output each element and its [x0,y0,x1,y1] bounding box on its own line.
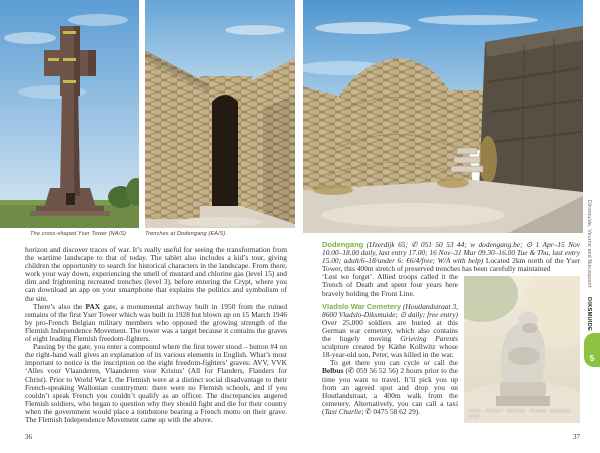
yser-tower-illustration [0,0,139,228]
grieving-parents-italic: Grieving Parents [400,334,458,344]
wrap-zone [322,272,580,420]
pax-bold: PAX [85,301,101,311]
sidebar-section-title: Diksmuide, Veurne and Nieuwpoort [586,200,592,288]
page-left [0,0,295,453]
paragraph-dodengang-lead [322,241,580,273]
photo-caption: The cross-shaped Yser Tower (NA/S) [30,231,127,237]
dodengang-trenches-photo [303,0,583,233]
chapter-number-tab: 5 [584,333,600,367]
photo-caption: Trenches at Dodengang (EA/S) [145,231,226,237]
text-run: Located 2km north of the Yser Tower, this 400m stretch of preserved trenches has been carefully maintained [322,256,580,274]
page-right [295,0,600,453]
trench-doorway-photo [145,0,295,228]
text-run: (✆ 059 56 52 56) 2 hours prior to the time you want to travel. It’ll pick you up from an agreed spot and drop you on Houtlandstraat, a 400m walk from the cemetery. Alternatively, you can call a taxi ( [322,366,458,416]
taxi-charlie-italic: Taxi Charlie [324,406,362,416]
photo-caption: Käthe Kollwitz’ Grieving Parents sculpture (A/S) [468,409,570,420]
left-page-text [25,246,287,424]
right-page-text [322,241,580,425]
text-run: ; ✆ 0475 58 62 29). [361,406,421,416]
kollwitz-illustration [464,276,580,423]
text-run: sculpture created by Käthe Kollwitz whose 18-year-old son, Peter, was killed in the war. [322,342,458,360]
stone-bunker [479,26,583,192]
dodengang-details: (IJzerdijk 65; ✆ 051 50 53 44; w dodengang.be; ⊙ 1 Apr–15 Nov 10.00–18.00 daily, last entry 17.00; 16 Nov–31 Mar 09.30–16.00 Tue & Thu, last entry 15.00; adult/6–18/under 6: €6/4/free; W/A with help) [322,240,580,266]
paragraph-yser-tower: horizon and discover traces of war. It’s really useful for seeing the transformation from the wartime landscape to that of today. The tablet also includes a kid’s tour, giving children the opportunity to search for historical characters in the landscape. From there, work your way down, experiencing the smell of mustard and chlorine gas (level 15) and dim and frightening recreated trenches (level 3), before entering the Crypt, where you can download an app on your smartphone that explains the politics and symbolism of the site. [25,245,287,303]
sidebar-chapter-name: DIKSMUIDE [586,296,592,331]
paragraph-pax-gate [25,303,287,343]
text-run: To get there you can cycle or call the [330,358,458,368]
vladslo-details: (Houtlandstraat 3, 8600 Vladslo-Diksmuide; ⊙ daily; free entry) [322,301,459,319]
chapter-sidebar [586,200,592,340]
belbus-bold: Belbus [322,366,344,376]
paragraph-compound: Passing by the gate, you enter a compound where the first tower stood – button #4 on the right-hand wall gives an explanation of its various elements in English. What’s most important to notice is the inscription on the eight freedom-fighters’ graves: AVV, VVK ‘Alles voor Vlaanderen, Vlaanderen voor Kristus’ (All for Flanders, Flanders for Christ). Prior to World War I, the Flemish were at a distinct social disadvantage to their French-speaking Wallonian countrymen: there were no Flemish schools, and if you couldn’t speak French you couldn’t qualify as an officer. The discrepancies angered Flemish soldiers, who began to question why they should fight and die for their country when the government would place a tombstone bearing a French motto on their grave. The Flemish Independence Movement came up with the above. [25,342,287,424]
page-number-left: 36 [25,433,32,441]
dodengang-heading: Dodengang [322,240,364,249]
text-run: gate, a monumental archway built in 1950 from the ruined remains of the first Yser Tower which was built in 1928 but blown up on 15 March 1946 by pro-French Belgian military members who opposed the growing strength of the Flemish Independence Movement. The tower was a target because it contains the graves of eight leading Flemish freedom-fighters. [25,301,288,344]
vladslo-heading: Vladslo War Cemetery [322,301,402,311]
trench-doorway-illustration [145,0,295,228]
dodengang-trenches-illustration [303,0,583,233]
page-number-right: 37 [573,433,580,441]
yser-tower-photo [0,0,139,228]
text-run: Over 25,000 soldiers are buried at this German war cemetery, which also contains the hugely moving [322,317,458,344]
paragraph-dodengang-wrap: ‘Lest we forget’. Allied troops called it the Trench of Death and spent four years here bravely holding the Front Line. [322,272,458,298]
text-run: There’s also the [33,301,86,311]
kollwitz-photo [464,276,580,423]
